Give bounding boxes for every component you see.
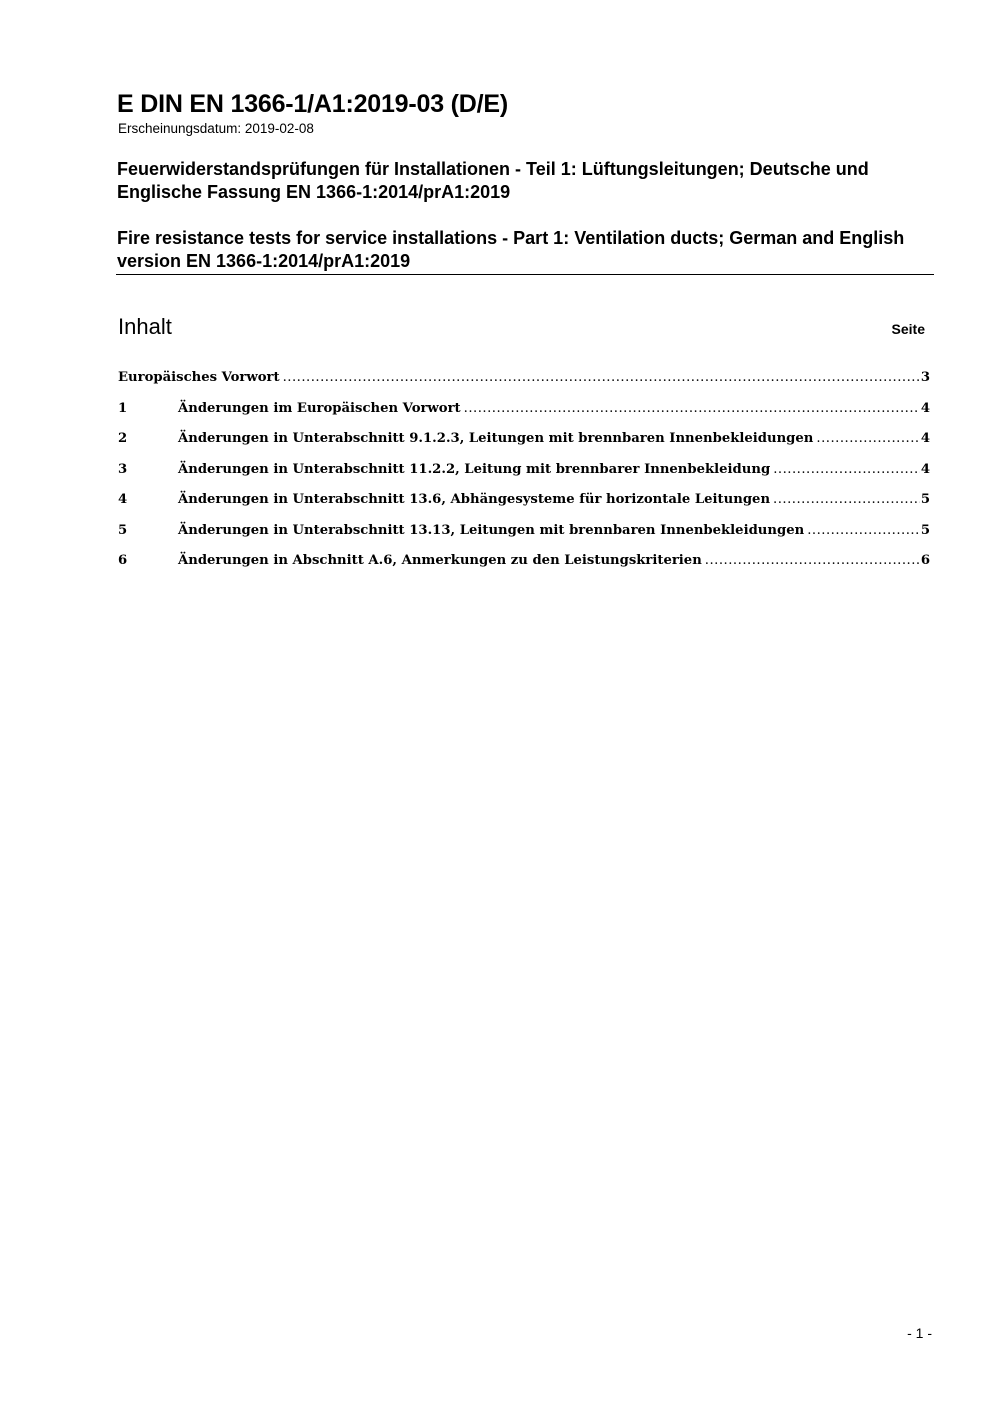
toc-entry-number: 6 (118, 553, 128, 568)
toc-entry-page: 5 (920, 492, 930, 507)
toc-entry[interactable] (118, 462, 930, 493)
toc-entry-number: 2 (118, 431, 128, 446)
toc-leader-dots (283, 370, 920, 385)
toc-entry-page: 4 (920, 461, 930, 477)
toc-entry-page: 4 (920, 431, 930, 446)
toc-leader-dots (807, 523, 920, 538)
toc-leader-dots (773, 492, 920, 507)
toc-entry-page: 3 (920, 370, 930, 385)
release-date: Erscheinungsdatum: 2019-02-08 (118, 121, 314, 136)
toc-entry-number: 5 (118, 522, 128, 538)
toc-page-label: Seite (891, 321, 925, 337)
document-id: E DIN EN 1366-1/A1:2019-03 (D/E) (117, 90, 508, 118)
toc-entry-number: 3 (118, 461, 128, 477)
toc-entry[interactable] (118, 401, 930, 432)
toc-entry-page: 6 (920, 553, 930, 568)
toc-leader-dots (816, 431, 919, 446)
toc-entry-page: 5 (920, 522, 930, 538)
toc-entry-title: Änderungen in Unterabschnitt 11.2.2, Leitung mit brennbarer Innenbekleidung (178, 461, 771, 477)
header-divider (116, 274, 934, 275)
toc-entry-title: Änderungen in Abschnitt A.6, Anmerkungen zu den Leistungskriterien (178, 553, 702, 568)
toc-entry-title: Änderungen in Unterabschnitt 13.6, Abhängesysteme für horizontale Leitungen (178, 492, 771, 507)
toc-leader-dots (464, 401, 920, 416)
toc-entry-title: Europäisches Vorwort (118, 370, 280, 385)
title-english: Fire resistance tests for service installations - Part 1: Ventilation ducts; German and English version EN 1366-1:2014/prA1:2019 (117, 228, 905, 271)
toc-entry[interactable] (118, 492, 930, 523)
title-german: Feuerwiderstandsprüfungen für Installationen - Teil 1: Lüftungsleitungen; Deutsche und Englische Fassung EN 1366-1:2014/prA1:2019 (117, 159, 869, 202)
toc-heading: Inhalt (118, 314, 172, 339)
toc-entry[interactable] (118, 523, 930, 554)
page-number: - 1 - (907, 1325, 932, 1341)
toc-entry-number: 1 (118, 400, 128, 416)
toc-entry-title: Änderungen in Unterabschnitt 9.1.2.3, Leitungen mit brennbaren Innenbekleidungen (178, 431, 814, 446)
toc-entry[interactable] (118, 431, 930, 462)
toc-entry-page: 4 (920, 400, 930, 416)
toc-entry-title: Änderungen in Unterabschnitt 13.13, Leitungen mit brennbaren Innenbekleidungen (178, 522, 805, 538)
toc-leader-dots (773, 462, 920, 477)
toc-leader-dots (705, 553, 920, 568)
toc-entry[interactable] (118, 370, 930, 401)
toc-entry[interactable] (118, 553, 930, 584)
table-of-contents (118, 370, 930, 584)
toc-entry-number: 4 (118, 492, 128, 507)
toc-entry-title: Änderungen im Europäischen Vorwort (178, 400, 461, 416)
